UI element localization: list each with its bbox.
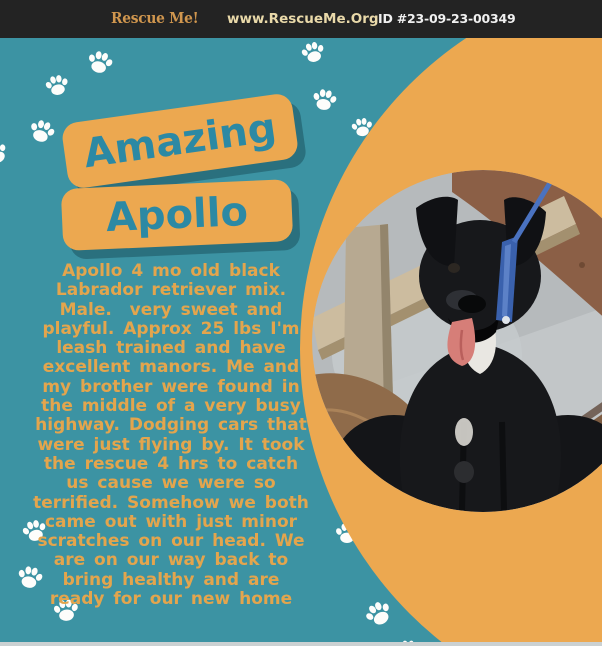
description-line: were just flying by. It took [37, 434, 305, 455]
site-url: www.RescueMe.Org [227, 11, 379, 27]
banner-amazing-label: Amazing [80, 104, 280, 178]
description-line: leash trained and have [56, 338, 286, 359]
description-line: are on our way back to [53, 550, 289, 571]
banner-apollo-label: Apollo [105, 188, 249, 242]
description-line: the middle of a very busy [41, 396, 301, 417]
description-line: the rescue 4 hrs to catch [43, 453, 299, 474]
description-line: us cause we were so [66, 473, 276, 494]
paw-print-icon [26, 115, 59, 148]
paw-print-icon [84, 46, 116, 78]
listing-id: ID #23-09-23-00349 [378, 11, 516, 26]
description-line: came out with just minor [44, 511, 298, 532]
description-line: highway. Dodging cars that [35, 415, 307, 436]
description-line: bring healthy and are [62, 569, 280, 590]
description-line: Male. very sweet and [59, 299, 283, 320]
description-line: terrified. Somehow we both [33, 492, 309, 513]
paw-print-icon [360, 595, 397, 632]
description-line: ready for our new home [49, 589, 293, 610]
description-line: my brother were found in [42, 376, 300, 397]
banner-amazing [61, 92, 300, 190]
top-bar [0, 0, 602, 38]
description-line: playful. Approx 25 lbs I'm [42, 318, 300, 339]
paw-print-icon [298, 37, 327, 66]
description-line: Labrador retriever mix. [55, 280, 287, 301]
description-line: Apollo 4 mo old black [62, 261, 280, 281]
paw-print-icon [43, 71, 71, 99]
brand-logo: Rescue Me! [111, 9, 199, 27]
bottom-edge-strip [0, 642, 602, 646]
description-line: excellent manors. Me and [42, 357, 300, 378]
banner-apollo [61, 179, 293, 251]
description-text [8, 262, 334, 609]
description-line: scratches on our head. We [37, 531, 305, 552]
paw-print-icon [310, 85, 339, 114]
paw-print-icon [0, 137, 12, 169]
